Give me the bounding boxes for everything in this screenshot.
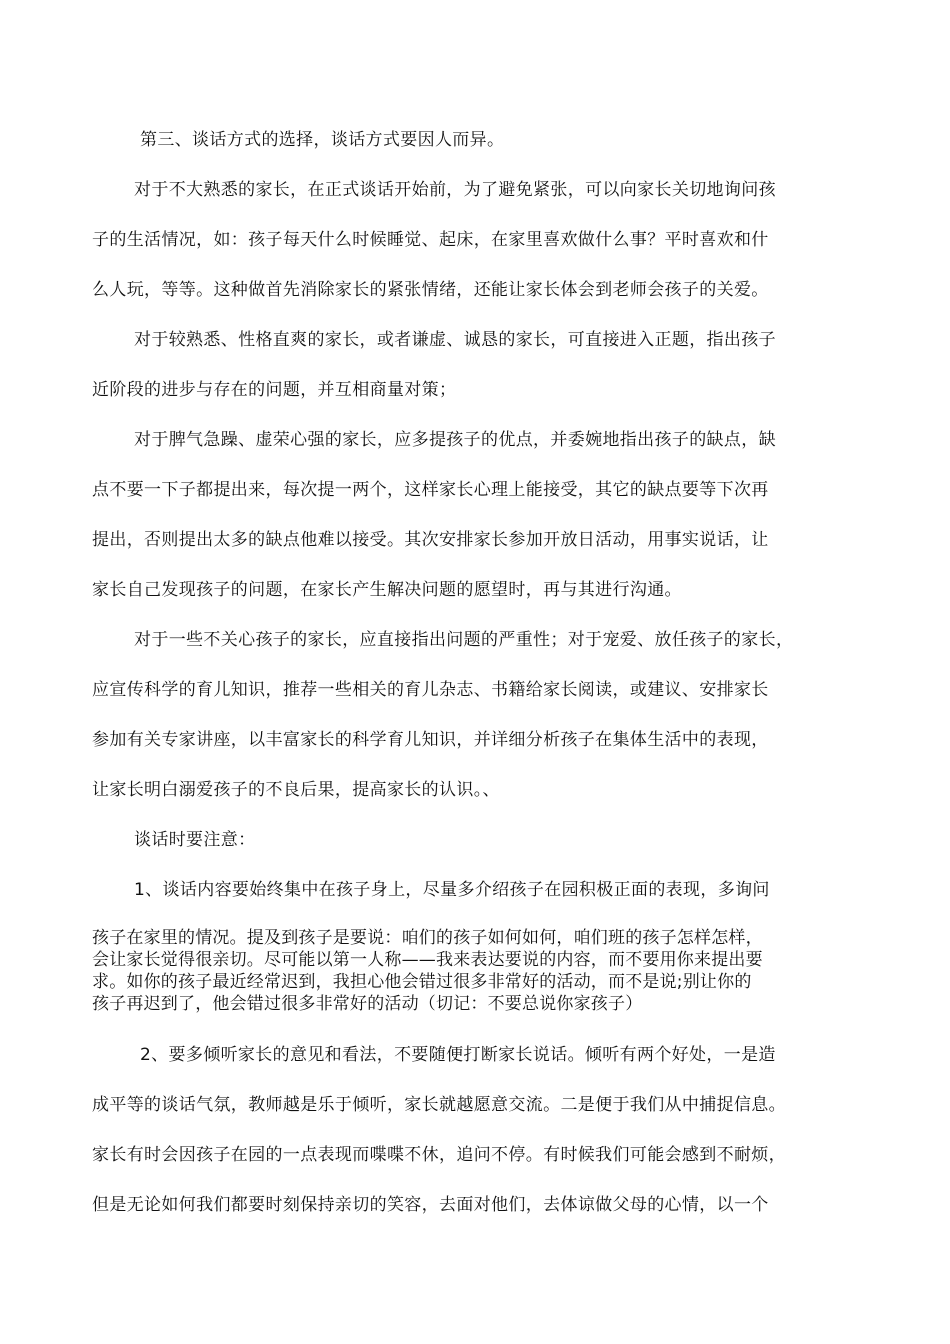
text-line: 么人玩，等等。这种做首先消除家长的紧张情绪，还能让家长体会到老师会孩子的关爱。 — [92, 280, 769, 300]
text-line: 参加有关专家讲座，以丰富家长的科学育儿知识，并详细分析孩子在集体生活中的表现， — [92, 730, 769, 750]
text-line: 但是无论如何我们都要时刻保持亲切的笑容，去面对他们，去体谅做父母的心情，以一个 — [92, 1195, 769, 1215]
text-line: 家长自己发现孩子的问题，在家长产生解决问题的愿望时，再与其进行沟通。 — [92, 580, 682, 600]
text-line: 对于脾气急躁、虚荣心强的家长，应多提孩子的优点，并委婉地指出孩子的缺点，缺 — [134, 430, 776, 450]
text-line: 对于不大熟悉的家长，在正式谈话开始前，为了避免紧张，可以向家长关切地询问孩 — [134, 180, 776, 200]
text-line: 求。如你的孩子最近经常迟到，我担心他会错过很多非常好的活动，而不是说;别让你的 — [92, 972, 752, 992]
text-line: 点不要一下子都提出来，每次提一两个，这样家长心理上能接受，其它的缺点要等下次再 — [92, 480, 769, 500]
text-line: 会让家长觉得很亲切。尽可能以第一人称——我来表达要说的内容，而不要用你来提出要 — [92, 950, 763, 970]
list-item: 1、谈话内容要始终集中在孩子身上，尽量多介绍孩子在园积极正面的表现，多询问 — [134, 880, 770, 900]
text-line: 提出，否则提出太多的缺点他难以接受。其次安排家长参加开放日活动，用事实说话，让 — [92, 530, 769, 550]
text-line: 孩子再迟到了，他会错过很多非常好的活动（切记：不要总说你家孩子） — [92, 994, 643, 1014]
paragraph-heading: 第三、谈话方式的选择，谈话方式要因人而异。 — [140, 130, 505, 150]
text-line: 应宣传科学的育儿知识，推荐一些相关的育儿杂志、书籍给家长阅读，或建议、安排家长 — [92, 680, 769, 700]
text-line: 对于较熟悉、性格直爽的家长，或者谦虚、诚恳的家长，可直接进入正题，指出孩子 — [134, 330, 776, 350]
text-line: 家长有时会因孩子在园的一点表现而喋喋不休，追问不停。有时候我们可能会感到不耐烦， — [92, 1145, 786, 1165]
text-line: 子的生活情况，如：孩子每天什么时候睡觉、起床，在家里喜欢做什么事？平时喜欢和什 — [92, 230, 769, 250]
text-line: 近阶段的进步与存在的问题，并互相商量对策； — [92, 380, 457, 400]
text-line: 对于一些不关心孩子的家长，应直接指出问题的严重性；对于宠爱、放任孩子的家长， — [134, 630, 794, 650]
text-line: 孩子在家里的情况。提及到孩子是要说：咱们的孩子如何如何，咱们班的孩子怎样怎样， — [92, 928, 763, 948]
section-heading: 谈话时要注意： — [134, 830, 256, 850]
list-item: 2、要多倾听家长的意见和看法，不要随便打断家长说话。倾听有两个好处，一是造 — [140, 1045, 776, 1065]
text-line: 成平等的谈话气氛，教师越是乐于倾听，家长就越愿意交流。二是便于我们从中捕捉信息。 — [92, 1095, 786, 1115]
text-line: 让家长明白溺爱孩子的不良后果，提高家长的认识。、 — [92, 780, 500, 800]
